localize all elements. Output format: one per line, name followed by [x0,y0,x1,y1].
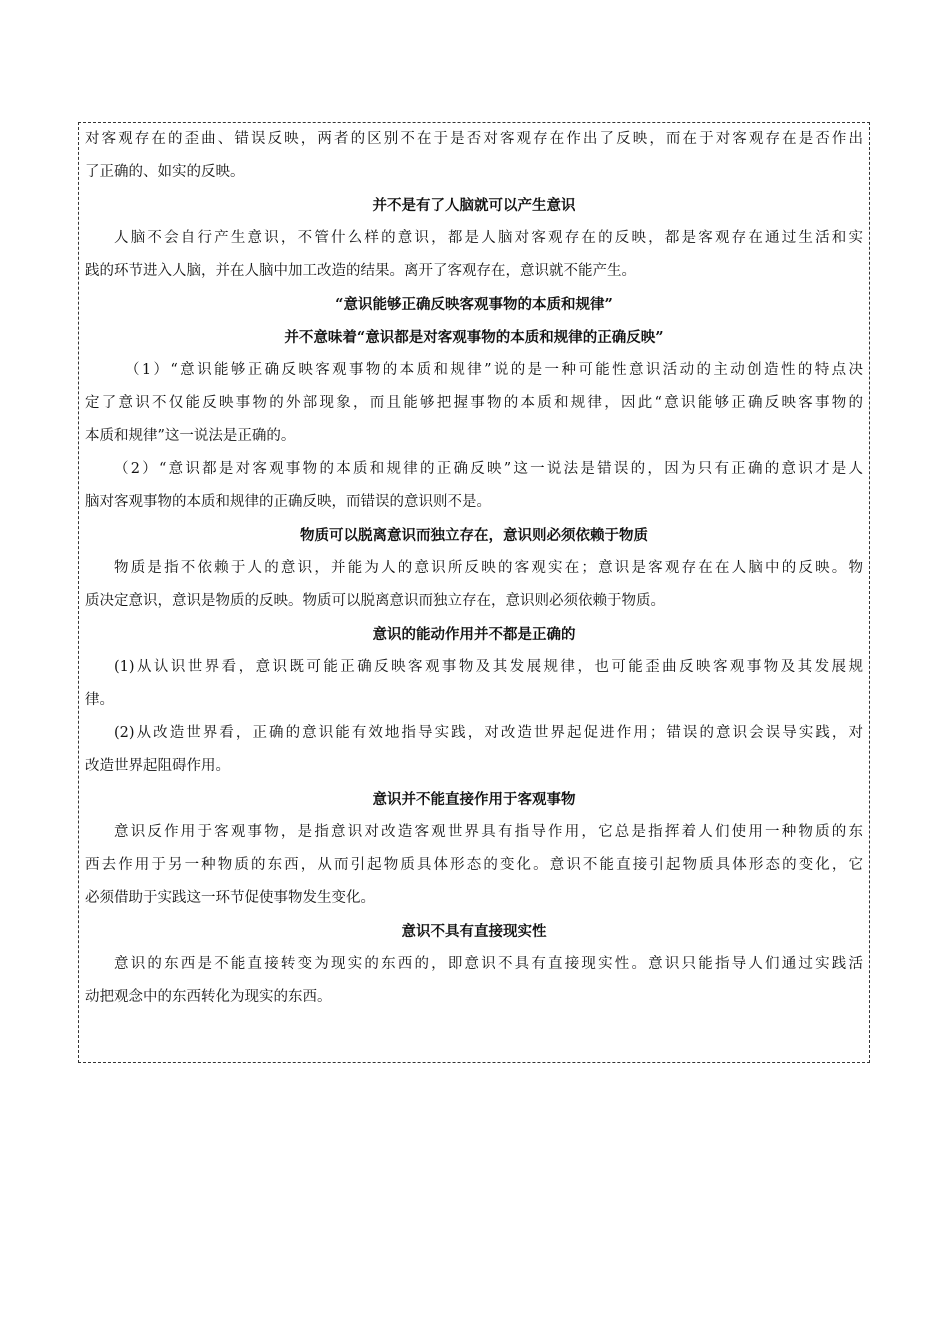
section-heading: 物质可以脱离意识而独立存在，意识则必须依赖于物质 [300,527,648,544]
body-text-line: 人脑不会自行产生意识，不管什么样的意识，都是人脑对客观存在的反映，都是客观存在通过生活和实 [114,230,863,246]
body-text-line: 意识反作用于客观事物，是指意识对改造客观世界具有指导作用，它总是指挥着人们使用一种物质的东 [114,824,863,840]
section-heading: 并不意味着“意识都是对客观事物的本质和规律的正确反映” [284,329,664,346]
body-text-line: 物质是指不依赖于人的意识，并能为人的意识所反映的客观实在；意识是客观存在在人脑中的反映。物 [114,560,863,576]
body-text-line: 定了意识不仅能反映事物的外部现象，而且能够把握事物的本质和规律，因此“意识能够正确反映客事物的 [85,395,863,411]
body-text-line: 了正确的、如实的反映。 [85,164,245,180]
body-text-line: 对客观存在的歪曲、错误反映，两者的区别不在于是否对客观存在作出了反映，而在于对客观存在是否作出 [85,131,863,147]
body-text-line: 必须借助于实践这一环节促使事物发生变化。 [85,890,375,906]
section-heading: “意识能够正确反映客观事物的本质和规律” [335,296,613,313]
body-text-line: 西去作用于另一种物质的东西，从而引起物质具体形态的变化。意识不能直接引起物质具体形态的变化，它 [85,857,863,873]
content-box [78,122,870,1063]
body-text-line: 改造世界起阻碍作用。 [85,758,230,774]
body-text-line: 质决定意识，意识是物质的反映。物质可以脱离意识而独立存在，意识则必须依赖于物质。 [85,593,665,609]
section-heading: 意识并不能直接作用于客观事物 [372,791,576,808]
body-text-line: 践的环节进入人脑，并在人脑中加工改造的结果。离开了客观存在，意识就不能产生。 [85,263,636,279]
section-heading: 并不是有了人脑就可以产生意识 [372,197,576,214]
body-text-line: 律。 [85,692,114,708]
body-text-line: （1）“意识能够正确反映客观事物的本质和规律”说的是一种可能性意识活动的主动创造性的特点决 [125,362,863,378]
body-text-line: （2）“意识都是对客观事物的本质和规律的正确反映”这一说法是错误的，因为只有正确的意识才是人 [114,461,863,477]
section-heading: 意识不具有直接现实性 [401,923,547,940]
body-text-line: (1)从认识世界看，意识既可能正确反映客观事物及其发展规律，也可能歪曲反映客观事物及其发展规 [114,659,863,675]
section-heading: 意识的能动作用并不都是正确的 [372,626,576,643]
body-text-line: 意识的东西是不能直接转变为现实的东西的，即意识不具有直接现实性。意识只能指导人们通过实践活 [114,956,863,972]
body-text-line: 脑对客观事物的本质和规律的正确反映，而错误的意识则不是。 [85,494,491,510]
body-text-line: (2)从改造世界看，正确的意识能有效地指导实践，对改造世界起促进作用；错误的意识会误导实践，对 [114,725,863,741]
body-text-line: 本质和规律”这一说法是正确的。 [85,428,296,444]
body-text-line: 动把观念中的东西转化为现实的东西。 [85,989,332,1005]
